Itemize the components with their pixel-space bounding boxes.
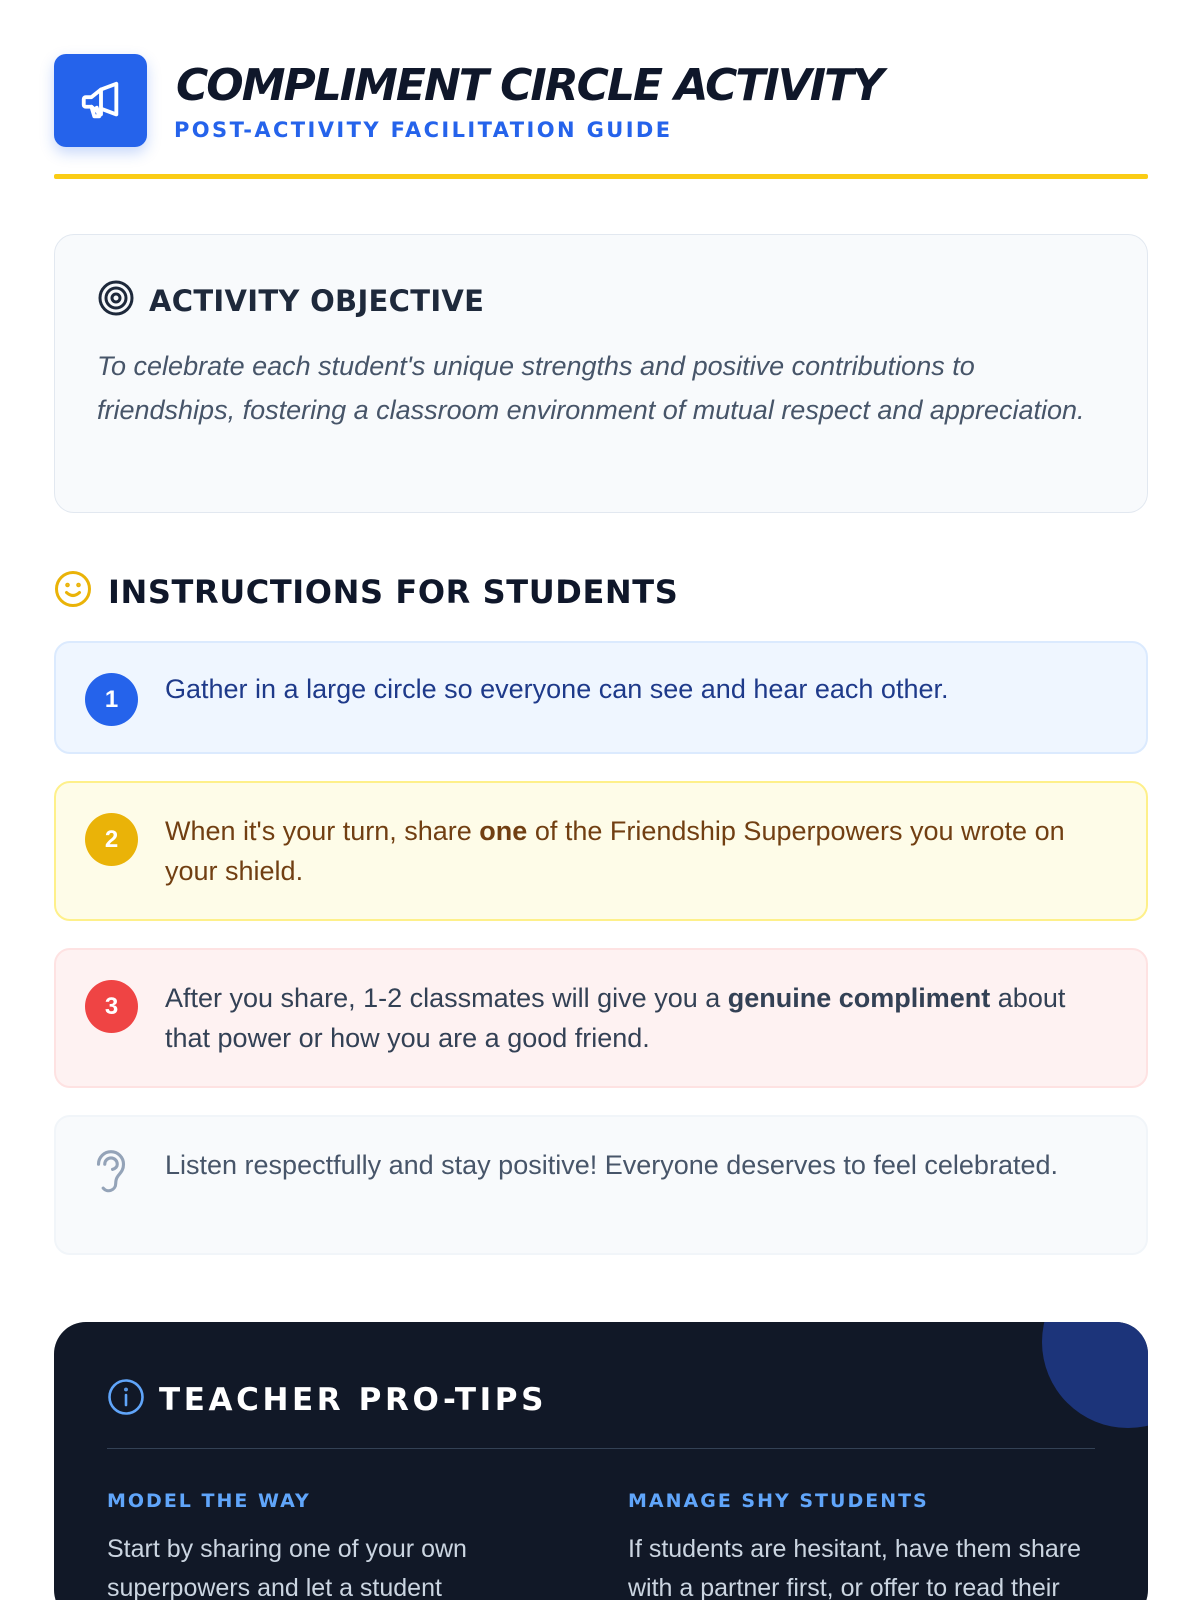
step-text-part: When it's your turn, share — [165, 816, 480, 846]
instructions-header — [54, 570, 678, 613]
objective-header — [97, 279, 484, 322]
instructions-heading: INSTRUCTIONS FOR STUDENTS — [108, 572, 679, 611]
tips-divider — [107, 1448, 1095, 1449]
tip-text: Start by sharing one of your own superpowers and let a student — [107, 1535, 467, 1600]
header-divider — [54, 174, 1148, 179]
info-icon — [107, 1378, 145, 1421]
instruction-step-1 — [54, 641, 1148, 754]
instruction-step-2 — [54, 781, 1148, 921]
step-text-part: After you share, 1-2 classmates will give you a — [165, 983, 728, 1013]
tip-title: MODEL THE WAY — [107, 1490, 311, 1512]
objective-text: To celebrate each student's unique strengths and positive contributions to friendships, fostering a classroom environment of mutual respect and appreciation. — [97, 351, 1085, 425]
step-number-badge: 2 — [85, 813, 138, 866]
decorative-corner — [1042, 1322, 1148, 1428]
step-text-part: of the Friendship Superpowers you wrote on your shield. — [165, 816, 1065, 886]
tip-item — [107, 1490, 577, 1600]
step-text: Listen respectfully and stay positive! Everyone deserves to feel celebrated. — [165, 1150, 1058, 1180]
target-icon — [97, 279, 135, 322]
step-text: Gather in a large circle so everyone can see and hear each other. — [165, 674, 949, 704]
instruction-note — [54, 1115, 1148, 1255]
teacher-tips-panel — [54, 1322, 1148, 1600]
megaphone-icon — [54, 54, 147, 147]
step-text-part: about that power or how you are a good friend. — [165, 983, 1066, 1053]
step-text-emphasis: one — [479, 816, 528, 846]
step-number-badge: 3 — [85, 980, 138, 1033]
tips-header — [107, 1378, 547, 1421]
tip-text: If students are hesitant, have them share with a partner first, or offer to read their — [628, 1535, 1082, 1600]
tip-title: MANAGE SHY STUDENTS — [628, 1490, 929, 1512]
page-subtitle: POST-ACTIVITY FACILITATION GUIDE — [174, 118, 673, 142]
objective-card — [54, 234, 1148, 513]
step-number-badge: 1 — [85, 673, 138, 726]
page-title: COMPLIMENT CIRCLE ACTIVITY — [176, 60, 883, 111]
step-text — [165, 978, 1116, 1058]
instruction-step-3 — [54, 948, 1148, 1088]
step-text — [165, 811, 1116, 891]
smile-icon — [54, 570, 92, 613]
tips-heading: TEACHER PRO-TIPS — [159, 1381, 548, 1418]
ear-icon — [92, 1147, 130, 1202]
step-text-emphasis: genuine compliment — [727, 983, 991, 1013]
objective-heading: ACTIVITY OBJECTIVE — [149, 283, 485, 318]
tip-item — [628, 1490, 1098, 1600]
